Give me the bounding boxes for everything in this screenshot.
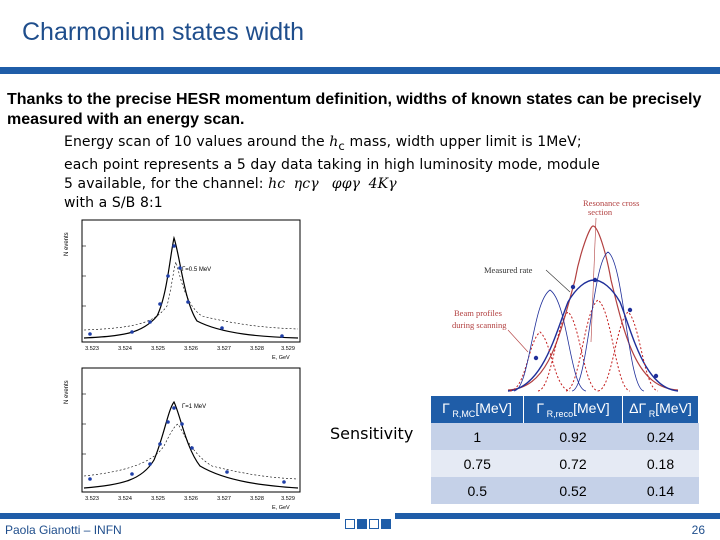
header-symbol: Γ [442,400,450,417]
header-subscript: R,MC [449,408,476,419]
page-number: 26 [691,523,705,537]
x-tick: 3.527 [217,346,231,352]
header-subscript: R,reco [544,408,574,419]
x-tick: 3.528 [250,496,264,502]
table-header-row [431,396,699,423]
table-cell: 0.5 [431,477,524,504]
slide-title: Charmonium states width [22,18,305,46]
footer-square-icon [357,519,367,529]
footer-square-icon [345,519,355,529]
x-tick: 3.525 [151,346,165,352]
table-cell: 0.18 [623,450,699,477]
detail-line-1-start: Energy scan of 10 values around the [64,134,330,150]
table-row [431,477,699,504]
sensitivity-table [431,396,699,504]
x-tick: 3.525 [151,496,165,502]
x-tick: 3.527 [217,496,231,502]
header-symbol: Γ [536,400,545,417]
header-unit: [MeV] [573,400,610,417]
detail-line-4: with a S/B 8:1 [64,194,163,211]
table-row [431,450,699,477]
header-subscript: R [646,408,656,419]
footer-divider-right [395,513,720,519]
x-tick: 3.523 [85,346,99,352]
x-tick: 3.524 [118,346,132,352]
x-ticks-top [85,346,295,352]
hc-subscript: c [338,138,345,153]
detail-line-1-end: mass, width upper limit is 1MeV; [344,134,582,150]
detail-line-3 [64,175,704,194]
x-ticks-bottom [85,496,295,502]
scan-plot-top [62,216,332,362]
intro-text: Thanks to the precise HESR momentum definition, widths of known states can be precisely measured with an energy scan. [7,91,702,128]
header-gamma-mc [431,396,524,423]
table-cell: 0.92 [524,423,623,450]
measured-caption: Measured rate [484,265,533,275]
x-tick: 3.526 [184,346,198,352]
decay-channel: hcηcγ φφγ4Kγ [268,175,397,192]
y-axis-label-top: N events [64,232,70,256]
x-axis-label-bottom: E, GeV [272,505,290,511]
hc-symbol: h [329,134,339,150]
resonance-caption-1: Resonance cross [583,198,640,208]
x-tick: 3.524 [118,496,132,502]
scan-schematic [448,192,710,404]
detail-line-2: each point represents a 5 day data taking in high luminosity mode, module [64,156,600,173]
table-cell: 0.52 [524,477,623,504]
x-tick: 3.523 [85,496,99,502]
header-symbol: ΔΓ [629,400,647,417]
table-cell: 0.75 [431,450,524,477]
channel-label: 5 available, for the channel: [64,175,269,192]
footer-author: Paola Gianotti – INFN [5,523,122,537]
table-cell: 0.72 [524,450,623,477]
header-unit: [MeV] [475,400,512,417]
x-axis-label-top: E, GeV [272,355,290,361]
x-tick: 3.528 [250,346,264,352]
scan-plot-bottom [62,364,332,512]
detail-line-1 [64,133,704,156]
footer-divider-left [0,513,340,519]
header-delta-gamma [623,396,699,423]
resonance-caption-2: section [588,207,613,217]
x-tick: 3.526 [184,496,198,502]
title-divider [0,67,720,74]
plot-top-width-label: Γ=0.5 MeV [182,267,212,273]
header-gamma-reco [524,396,623,423]
beam-caption-2: during scanning [452,320,507,330]
sensitivity-label: Sensitivity [330,424,414,443]
header-unit: [MeV] [655,400,692,417]
table-cell: 0.24 [623,423,699,450]
footer-square-icon [369,519,379,529]
table-cell: 1 [431,423,524,450]
y-axis-label-bottom: N events [64,380,70,404]
table-row [431,423,699,450]
beam-caption-1: Beam profiles [454,308,502,318]
x-tick: 3.529 [281,346,295,352]
x-tick: 3.529 [281,496,295,502]
table-cell: 0.14 [623,477,699,504]
plot-bottom-width-label: Γ=1 MeV [182,404,207,410]
footer-square-icon [381,519,391,529]
